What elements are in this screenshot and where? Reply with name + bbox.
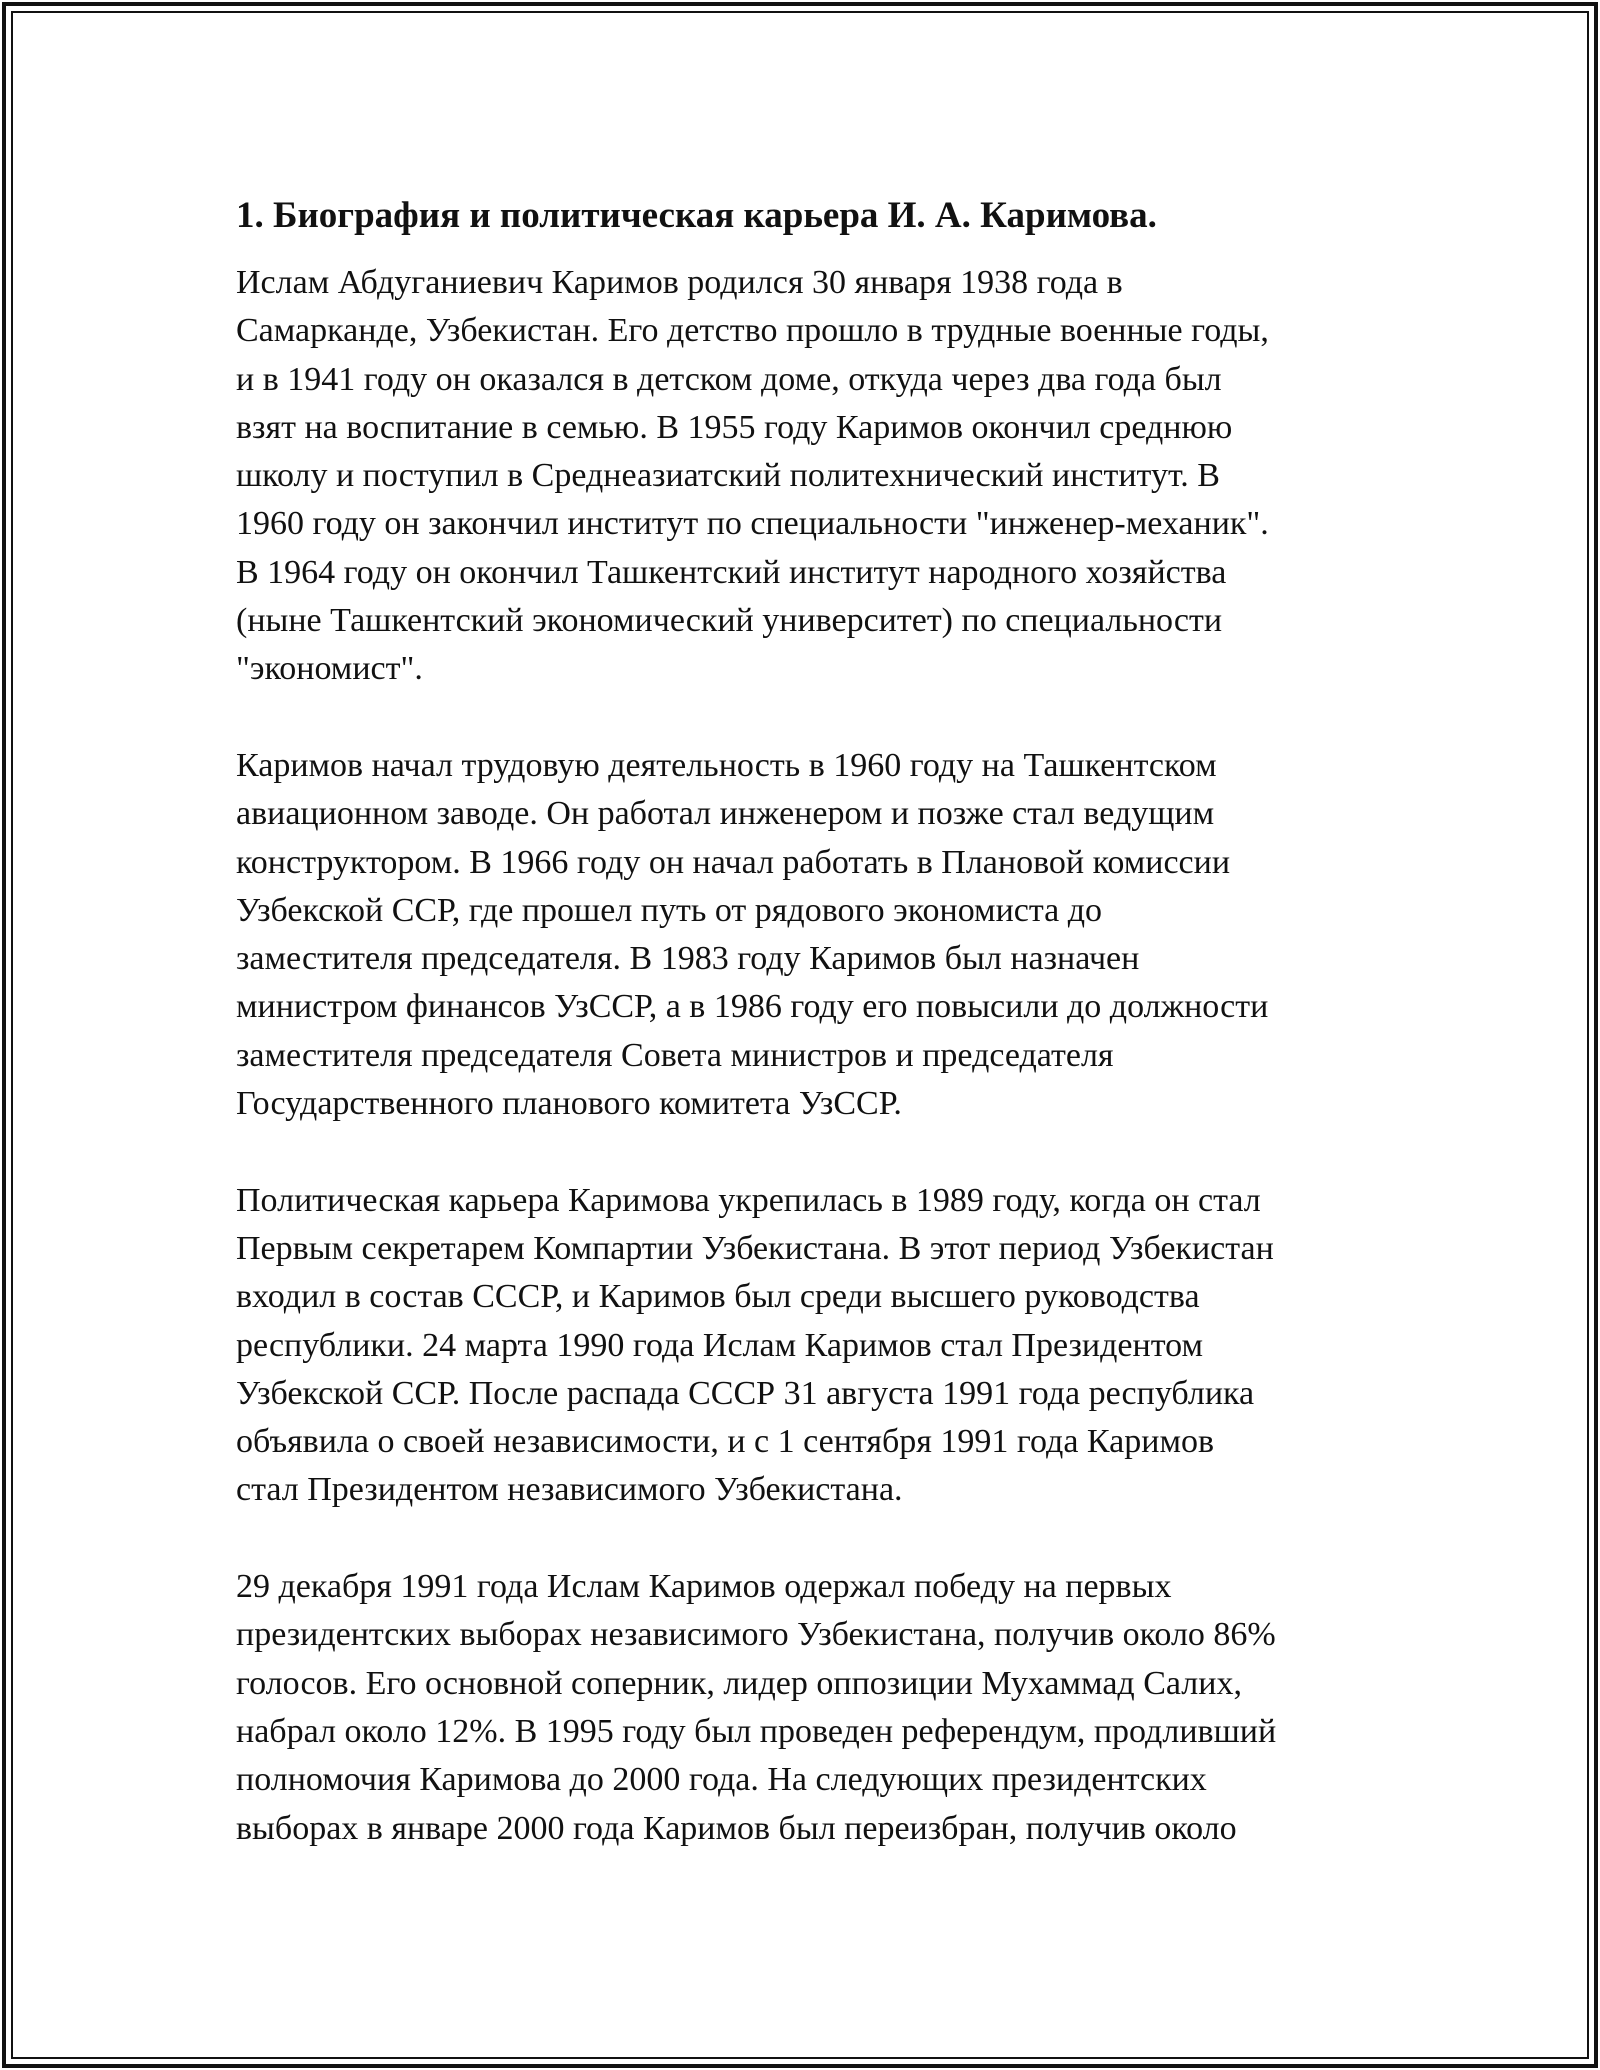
text-line: стал Президентом независимого Узбекистана. [236, 1471, 903, 1509]
text-line: (ныне Ташкентский экономический университет) по специальности [236, 602, 1223, 640]
text-line: "экономист". [236, 650, 423, 688]
text-line: конструктором. В 1966 году он начал работать в Плановой комиссии [236, 843, 1231, 881]
text-line: министром финансов УзССР, а в 1986 году его повысили до должности [236, 988, 1269, 1026]
text-line: выборах в январе 2000 года Каримов был переизбран, получив около [236, 1809, 1237, 1847]
text-line: Самарканде, Узбекистан. Его детство прошло в трудные военные годы, [236, 312, 1269, 350]
text-line: Узбекской ССР, где прошел путь от рядового экономиста до [236, 891, 1103, 929]
text-line: 1960 году он закончил институт по специальности "инженер-механик". [236, 505, 1269, 543]
text-line: авиационном заводе. Он работал инженером и позже стал ведущим [236, 795, 1215, 833]
paragraph-career [236, 742, 1386, 1128]
paragraph-elections [236, 1563, 1386, 1853]
text-line: взят на воспитание в семью. В 1955 году Каримов окончил среднюю [236, 408, 1233, 446]
text-line: Ислам Абдуганиевич Каримов родился 30 января 1938 года в [236, 264, 1123, 301]
document-body [236, 190, 1386, 1853]
paragraph-early-life [236, 259, 1386, 694]
text-line: президентских выборах независимого Узбекистана, получив около 86% [236, 1616, 1276, 1654]
text-line: набрал около 12%. В 1995 году был проведен референдум, продливший [236, 1712, 1277, 1750]
text-line: Каримов начал трудовую деятельность в 1960 году на Ташкентском [236, 746, 1217, 784]
text-line: 29 декабря 1991 года Ислам Каримов одержал победу на первых [236, 1568, 1172, 1606]
text-line: голосов. Его основной соперник, лидер оппозиции Мухаммад Салих, [236, 1664, 1242, 1702]
text-line: и в 1941 году он оказался в детском доме, откуда через два года был [236, 360, 1222, 398]
text-line: объявила о своей независимости, и с 1 сентября 1991 года Каримов [236, 1423, 1215, 1461]
text-line: школу и поступил в Среднеазиатский политехнический институт. В [236, 457, 1220, 495]
text-line: Государственного планового комитета УзССР. [236, 1085, 902, 1123]
text-line: заместителя председателя. В 1983 году Каримов был назначен [236, 940, 1140, 978]
text-line: заместителя председателя Совета министров и председателя [236, 1036, 1114, 1074]
text-line: Первым секретарем Компартии Узбекистана. В этот период Узбекистан [236, 1229, 1274, 1267]
text-line: В 1964 году он окончил Ташкентский институт народного хозяйства [236, 553, 1227, 591]
text-line: полномочия Каримова до 2000 года. На следующих президентских [236, 1761, 1207, 1799]
text-line: Политическая карьера Каримова укрепилась в 1989 году, когда он стал [236, 1181, 1261, 1219]
paragraph-political-career [236, 1177, 1386, 1515]
section-heading: 1. Биография и политическая карьера И. А. Каримова. [236, 195, 1157, 236]
text-line: Узбекской ССР. После распада СССР 31 августа 1991 года республика [236, 1374, 1255, 1412]
text-line: входил в состав СССР, и Каримов был среди высшего руководства [236, 1278, 1200, 1316]
text-line: республики. 24 марта 1990 года Ислам Каримов стал Президентом [236, 1326, 1203, 1364]
